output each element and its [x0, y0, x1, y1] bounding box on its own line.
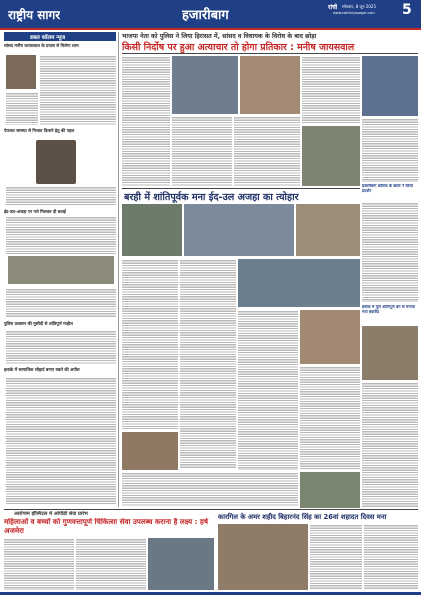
second-story-photo-3 [296, 204, 360, 256]
second-story-photo-7 [300, 472, 360, 508]
bottom-right-col-1 [310, 524, 362, 590]
lead-story-photo-3 [302, 126, 360, 186]
left-story-4-text [6, 330, 116, 364]
second-story-col-5 [122, 472, 298, 507]
lead-story-col-2 [172, 116, 232, 186]
lead-story-col-3 [234, 116, 300, 186]
left-story-3-photo [8, 256, 114, 284]
second-story-photo-2 [184, 204, 294, 256]
bottom-left-photo [148, 538, 214, 590]
bottom-rule [4, 509, 418, 510]
sidebar-text-2 [362, 202, 418, 302]
lead-story-headline: किसी निर्दोष पर हुआ अत्याचार तो होगा प्रतिकार : मनीष जायसवाल [122, 42, 355, 53]
city-name: रांची [328, 4, 338, 11]
left-story-2-text [6, 186, 116, 206]
lead-story-rule [122, 53, 418, 54]
left-story-1-photo [6, 55, 36, 89]
bottom-left-headline: महिलाओं व बच्चों को गुणवत्तापूर्ण चिकित्सा सेवा उपलब्ध कराना है लक्ष्य : हर्ष अजमेरा [4, 518, 208, 535]
page-number: 5 [402, 2, 412, 18]
lead-story-photo-1 [172, 56, 238, 114]
second-story-rule [122, 188, 360, 189]
second-story-col-1 [122, 259, 178, 429]
sidebar-photo-2 [362, 326, 418, 380]
lead-story-photo-2 [240, 56, 300, 114]
sidebar-story-1-headline: हजारीबाग कॉलेज के छात्रों ने किया प्रदर्शन [362, 184, 413, 193]
second-story-photo-1 [122, 204, 182, 256]
lead-story-kicker: भाजपा नेता को पुलिस ने लिया हिरासत में, सांसद व विधायक के विरोध के बाद छोड़ा [122, 33, 317, 40]
left-column-header-label: डबल कॉलम न्यूज [30, 35, 66, 41]
masthead-url: www.rashtriyasagar.com [333, 11, 375, 15]
bottom-left-kicker: आरोग्यम हॉस्पिटल में ओपीडी सेवा प्रारंभ [14, 511, 88, 517]
left-story-1-text [40, 55, 116, 125]
lead-story-col-4 [302, 56, 360, 124]
masthead-date: सोमवार, 8 जून 2025 [342, 4, 377, 9]
second-story-col-3 [238, 310, 298, 470]
sidebar-text-3 [362, 382, 418, 507]
masthead-rule [0, 28, 421, 30]
left-story-4-headline: पुलिस प्रशासन की मुस्तैदी से शांतिपूर्ण माहौल [4, 321, 73, 326]
second-story-col-2 [180, 259, 236, 469]
section-name: हजारीबाग [182, 8, 229, 23]
left-story-3-text [6, 216, 116, 254]
left-column-divider [118, 32, 119, 507]
sidebar-story-2-headline: इचाक में पूर्ण शांतिपूर्ण ढंग से मनाया गया बकरीद [362, 305, 415, 314]
left-story-5-headline: इलाके में सामाजिक सौहार्द बनाए रखने की अपील [4, 367, 80, 372]
left-story-1-text-b [6, 92, 38, 125]
second-story-col-4 [300, 366, 360, 470]
lead-story-col-1 [122, 56, 170, 186]
bottom-right-photo [218, 524, 308, 590]
second-story-photo-4 [122, 432, 178, 470]
bottom-left-col-1 [4, 538, 74, 590]
bottom-left-col-2 [76, 538, 146, 590]
sidebar-text-1 [362, 118, 418, 182]
left-story-2-headline: पेयजल समस्या से निजात दिलाने हेतु की पहल [4, 128, 75, 133]
paper-name: राष्ट्रीय सागर [8, 8, 61, 22]
second-story-photo-5 [238, 259, 360, 307]
bottom-right-col-2 [364, 524, 418, 590]
bottom-right-headline: कारगिल के अमर शहीद बिहारनंद सिंह का 26वां शहादत दिवस मना [218, 513, 387, 521]
left-story-3-text-b [6, 288, 116, 318]
second-story-photo-6 [300, 310, 360, 364]
left-story-1-headline: सांसद मनीष जायसवाल के प्रयास से मिलेगा लाभ [4, 43, 79, 48]
left-story-3-headline: ईद-उल-अजहा पर गले मिलकर दी बधाई [4, 209, 66, 214]
sidebar-photo-1 [362, 56, 418, 116]
left-story-2-photo [36, 140, 76, 184]
second-story-headline: बरही में शांतिपूर्वक मना ईद-उल अजहा का त्योहार [124, 192, 299, 203]
left-story-5-text [6, 377, 116, 505]
